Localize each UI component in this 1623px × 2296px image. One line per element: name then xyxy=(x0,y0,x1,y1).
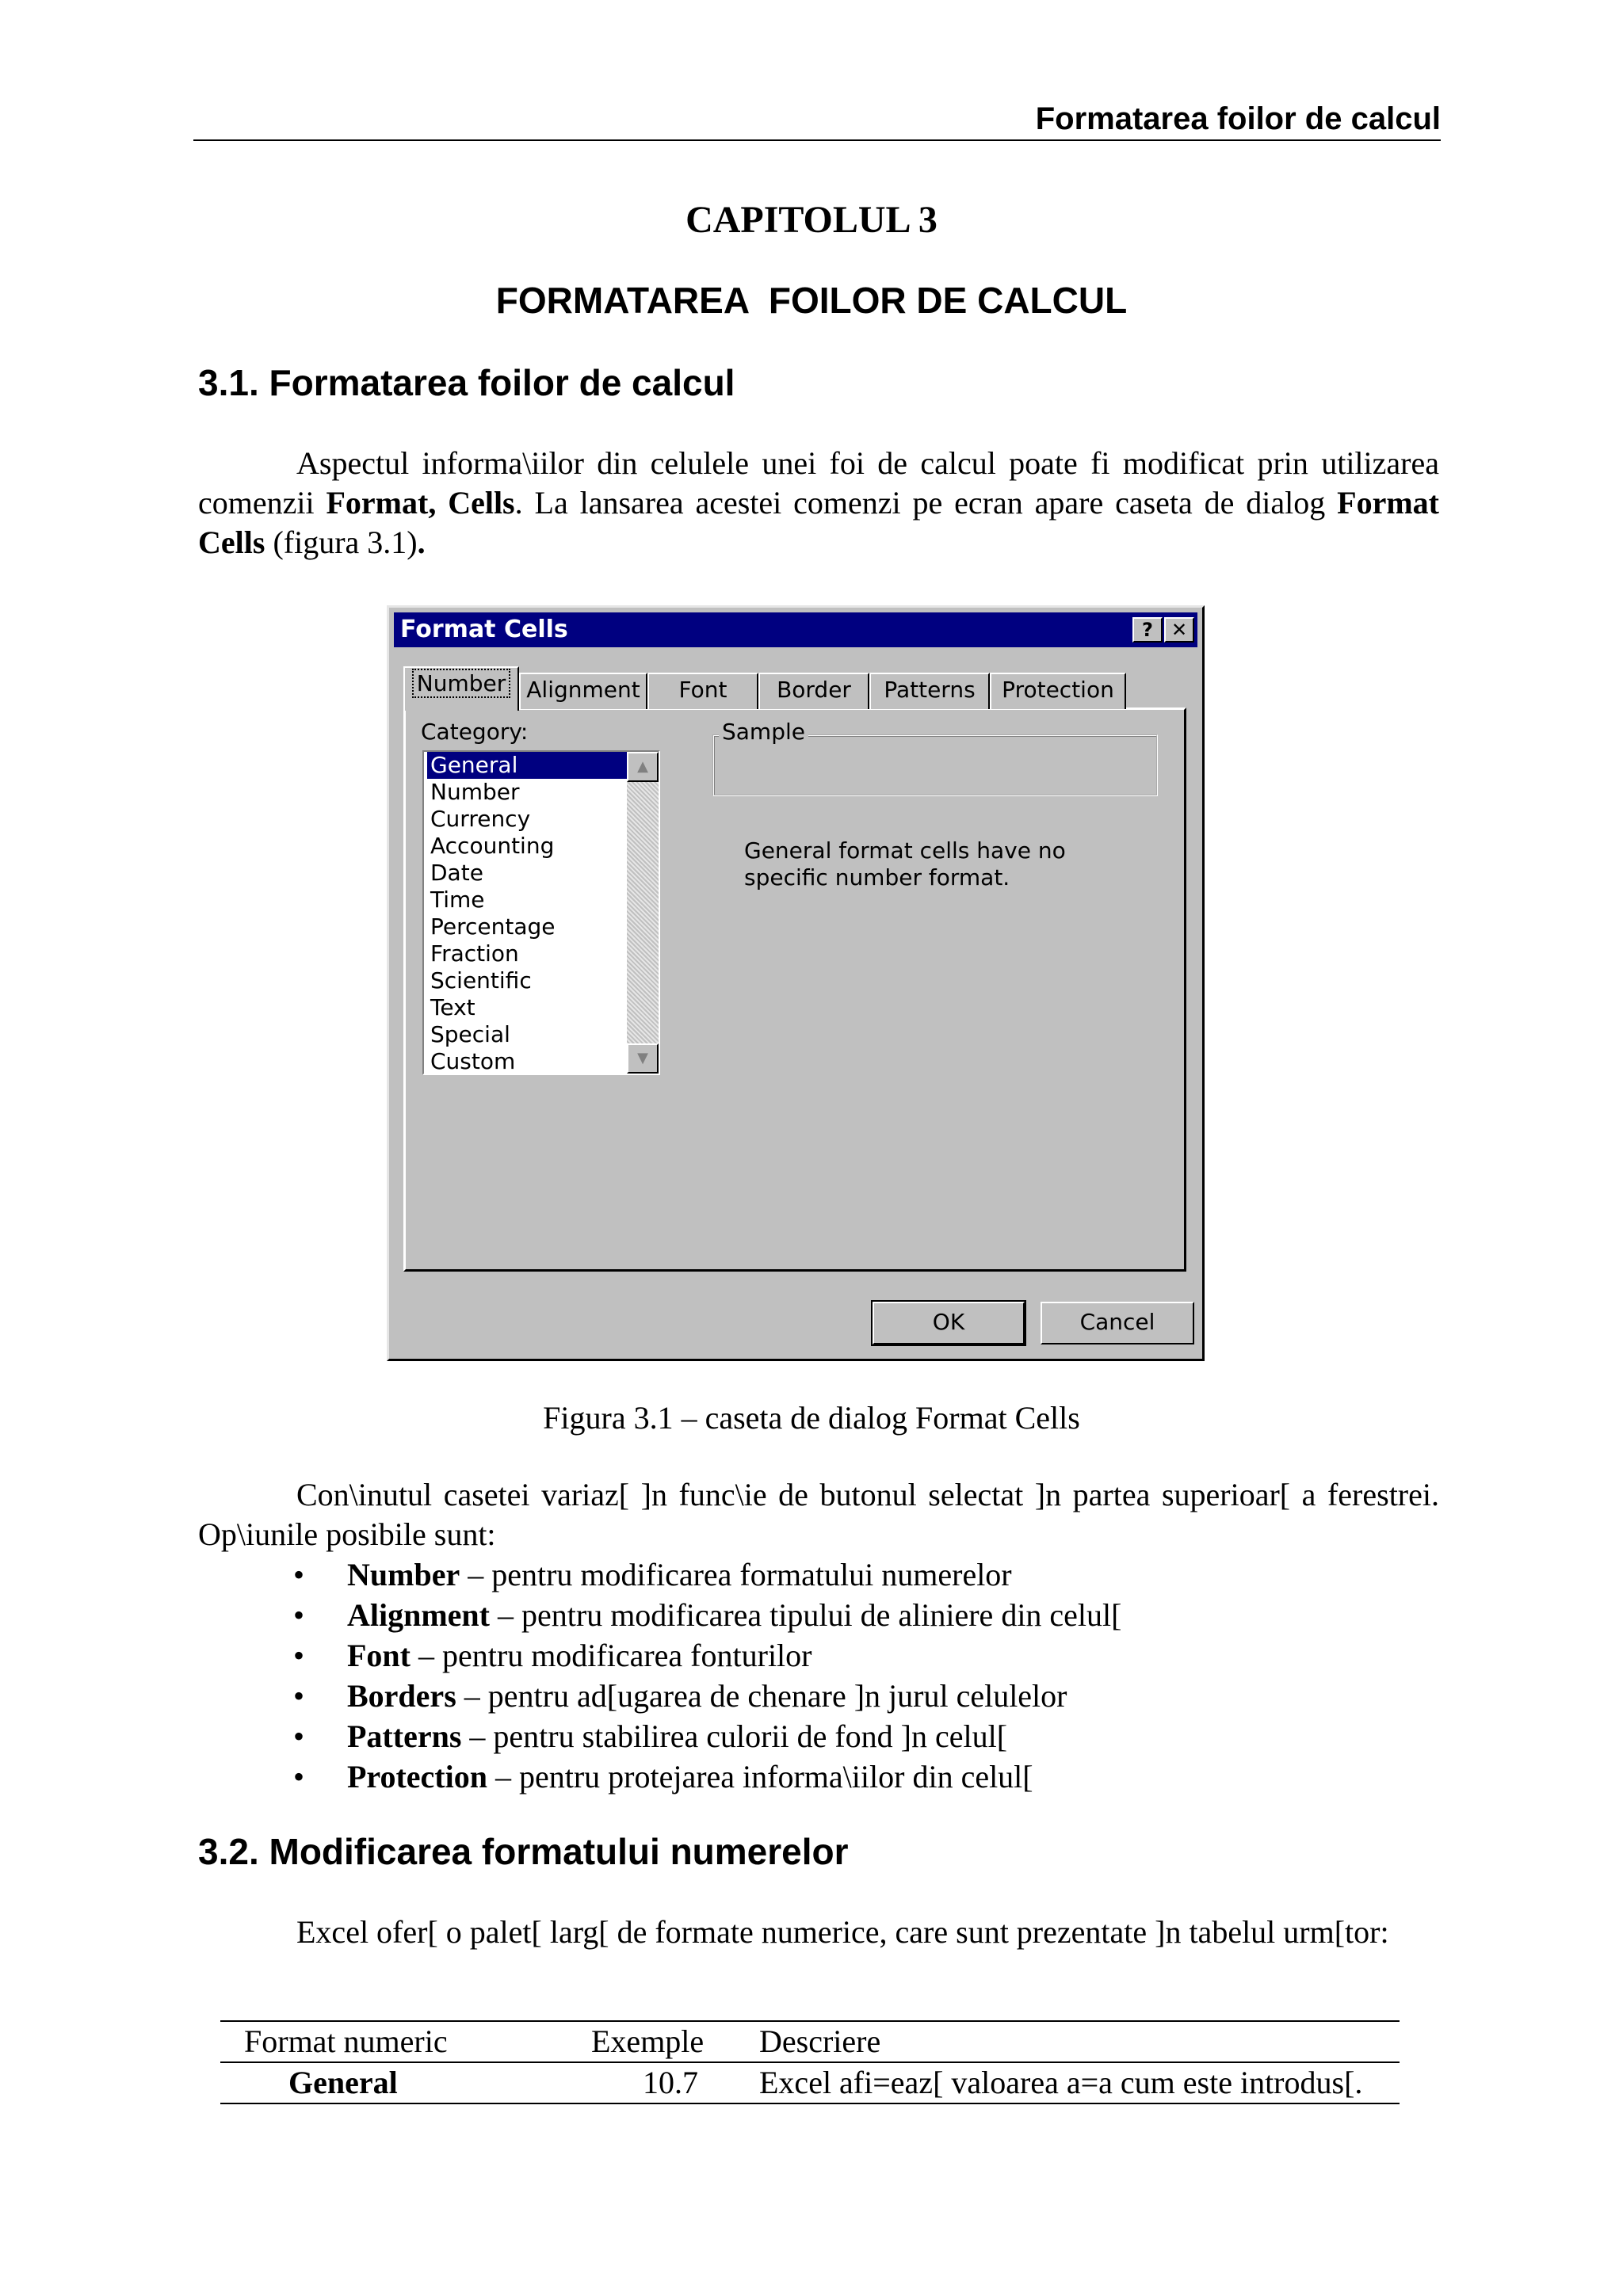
option-desc: – pentru stabilirea culorii de fond ]n celul[ xyxy=(461,1718,1008,1754)
option-term: Patterns xyxy=(347,1718,462,1754)
para1-bold-1: Format, Cells xyxy=(326,485,515,521)
chapter-title: CAPITOLUL 3 xyxy=(685,199,938,241)
tab-alignment-label: Alignment xyxy=(526,677,640,703)
category-item-currency[interactable]: Currency xyxy=(430,806,531,832)
help-button[interactable]: ? xyxy=(1132,617,1163,643)
para1-text-3: (figura 3.1) xyxy=(265,524,418,560)
category-label: Category: xyxy=(421,719,529,745)
scroll-down-arrow-icon[interactable]: ▼ xyxy=(627,1043,659,1074)
ok-button[interactable]: OK xyxy=(873,1302,1025,1344)
option-desc: – pentru ad[ugarea de chenare ]n jurul celulelor xyxy=(456,1678,1067,1714)
list-item xyxy=(293,1635,1403,1676)
category-item-custom[interactable]: Custom xyxy=(430,1048,516,1074)
options-intro-paragraph xyxy=(198,1475,1439,1554)
tab-protection-label: Protection xyxy=(1002,677,1114,703)
dialog-title: Format Cells xyxy=(400,616,568,643)
para1-text-2: . La lansarea acestei comenzi pe ecran apare caseta de dialog xyxy=(514,485,1338,521)
category-scrollbar[interactable] xyxy=(627,752,659,1074)
list-item xyxy=(293,1716,1403,1756)
option-desc: – pentru modificarea formatului numerelor xyxy=(460,1557,1012,1592)
option-term: Font xyxy=(347,1638,411,1673)
header-rule xyxy=(193,139,1441,141)
tab-patterns-label: Patterns xyxy=(884,677,976,703)
list-item xyxy=(293,1595,1403,1635)
header-format: Format numeric xyxy=(244,2023,448,2059)
tab-number[interactable] xyxy=(403,666,519,711)
number-formats-table xyxy=(220,2020,1400,2104)
tab-font[interactable] xyxy=(647,673,758,709)
list-item xyxy=(293,1554,1403,1595)
table-row xyxy=(220,2062,1400,2103)
option-term: Number xyxy=(347,1557,460,1592)
category-item-time[interactable]: Time xyxy=(430,887,485,913)
category-item-text[interactable]: Text xyxy=(430,994,475,1020)
para2-text: Con\inutul casetei variaz[ ]n func\ie de butonul selectat ]n partea superioar[ a ferestrei. Op\iunile posibile sunt: xyxy=(198,1477,1439,1552)
format-description xyxy=(744,837,1140,891)
tab-protection[interactable] xyxy=(990,673,1126,709)
close-button[interactable]: ✕ xyxy=(1164,617,1194,643)
option-desc: – pentru protejarea informa\iilor din celul[ xyxy=(487,1759,1033,1794)
cell-description: Excel afi=eaz[ valoarea a=a cum este introdus[. xyxy=(759,2065,1363,2100)
option-term: Borders xyxy=(347,1678,456,1714)
tab-number-label: Number xyxy=(414,670,509,696)
formats-intro-paragraph xyxy=(198,1913,1439,1952)
option-term: Protection xyxy=(347,1759,487,1794)
option-desc: – pentru modificarea fonturilor xyxy=(411,1638,812,1673)
category-item-date[interactable]: Date xyxy=(430,860,483,886)
cell-format: General xyxy=(288,2065,398,2100)
figure-caption: Figura 3.1 – caseta de dialog Format Cells xyxy=(543,1400,1080,1436)
category-item-fraction[interactable]: Fraction xyxy=(430,940,519,967)
sample-label: Sample xyxy=(719,719,808,745)
scroll-up-arrow-icon[interactable]: ▲ xyxy=(627,752,659,782)
tab-border[interactable] xyxy=(758,673,869,709)
table-header-row xyxy=(220,2021,1400,2062)
tab-alignment[interactable] xyxy=(519,673,647,709)
category-item-number[interactable]: Number xyxy=(430,779,520,805)
intro-paragraph xyxy=(198,444,1439,563)
para1-text-1: Aspectul informa\iilor din celulele unei foi de calcul poate fi modificat prin utilizarea comenzii xyxy=(198,445,1439,521)
category-item-percentage[interactable]: Percentage xyxy=(430,913,556,940)
para1-bold-3: . xyxy=(417,524,426,560)
chapter-subtitle: FORMATAREA FOILOR DE CALCUL xyxy=(495,280,1128,321)
option-term: Alignment xyxy=(347,1597,490,1633)
category-listbox[interactable] xyxy=(422,750,660,1075)
category-item-general[interactable]: General xyxy=(427,752,628,779)
dialog-titlebar[interactable] xyxy=(394,612,1197,647)
para1-bold-2: Format Cells xyxy=(198,485,1439,560)
description-line-2: specific number format. xyxy=(744,864,1010,891)
options-list xyxy=(293,1554,1403,1797)
list-item xyxy=(293,1676,1403,1716)
tab-border-label: Border xyxy=(777,677,851,703)
section-heading-3-2: 3.2. Modificarea formatului numerelor xyxy=(198,1831,849,1872)
tab-patterns[interactable] xyxy=(869,673,990,709)
list-item xyxy=(293,1756,1403,1797)
header-examples: Exemple xyxy=(591,2023,705,2059)
category-item-accounting[interactable]: Accounting xyxy=(430,833,555,859)
section-heading-3-1: 3.1. Formatarea foilor de calcul xyxy=(198,362,735,403)
para3-text: Excel ofer[ o palet[ larg[ de formate numerice, care sunt prezentate ]n tabelul urm[tor: xyxy=(296,1914,1389,1950)
category-item-special[interactable]: Special xyxy=(430,1021,510,1047)
header-description: Descriere xyxy=(759,2023,881,2059)
cell-example: 10.7 xyxy=(643,2065,698,2100)
description-line-1: General format cells have no xyxy=(744,837,1066,864)
option-desc: – pentru modificarea tipului de aliniere din celul[ xyxy=(490,1597,1122,1633)
tab-font-label: Font xyxy=(678,677,727,703)
cancel-button[interactable]: Cancel xyxy=(1041,1302,1194,1344)
category-item-scientific[interactable]: Scientific xyxy=(430,967,532,994)
running-header: Formatarea foilor de calcul xyxy=(1035,101,1441,136)
format-cells-dialog xyxy=(387,605,1205,1361)
